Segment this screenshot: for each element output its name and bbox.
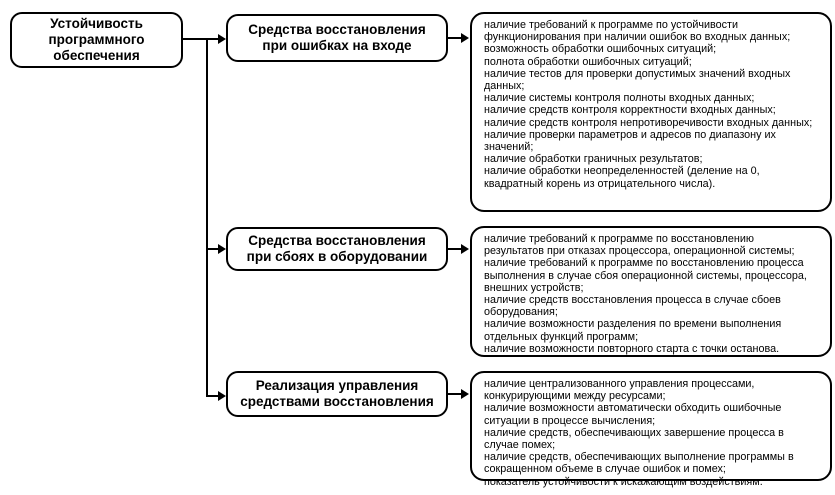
criteria-item: возможность обработки ошибочных ситуаций;	[484, 43, 717, 56]
arrowhead-detail-1-icon	[461, 33, 469, 43]
criteria-item: наличие проверки параметров и адресов по диапазону их значений;	[484, 128, 776, 154]
connector-detail-2	[447, 248, 462, 250]
criteria-item: наличие средств контроля корректности входных данных;	[484, 104, 776, 117]
criteria-item: наличие централизованного управления процессами, конкурирующими между ресурсами;	[484, 378, 755, 403]
criteria-item: наличие требований к программе по восстановлению результатов при отказах процессора, операционной системы;	[484, 233, 795, 258]
criteria-item: наличие средств, обеспечивающих завершение процесса в случае помех;	[484, 426, 784, 452]
criteria-item: показатель устойчивости к искажающим воздействиям.	[484, 475, 763, 488]
criteria-item: наличие возможности разделения по времени выполнения отдельных функций программ;	[484, 318, 782, 343]
criteria-item: наличие возможности повторного старта с точки останова.	[484, 342, 780, 355]
connector-root-out	[181, 38, 208, 40]
branch-node-recovery-management	[226, 371, 448, 417]
root-node-label: Устойчивость программного обеспечения	[48, 16, 145, 63]
arrowhead-branch-1-icon	[218, 34, 226, 44]
arrowhead-detail-2-icon	[461, 244, 469, 254]
arrowhead-branch-3-icon	[218, 391, 226, 401]
criteria-item: наличие обработки неопределенностей (деление на 0, квадратный корень из отрицательного числа).	[484, 165, 760, 190]
branch-node-input-errors	[226, 14, 448, 62]
criteria-item: наличие средств контроля непротиворечивости входных данных;	[484, 116, 813, 129]
criteria-item: наличие возможности автоматически обходить ошибочные ситуации в процессе вычисления;	[484, 402, 782, 427]
branch-node-label: Средства восстановления при ошибках на входе	[248, 22, 426, 53]
criteria-box-input-errors	[470, 12, 832, 212]
branch-node-label: Реализация управления средствами восстановления	[240, 378, 434, 409]
criteria-item: наличие средств, обеспечивающих выполнение программы в сокращенном объеме в случае ошибок и помех;	[484, 451, 794, 476]
criteria-item: полнота обработки ошибочных ситуаций;	[484, 55, 692, 68]
arrowhead-branch-2-icon	[218, 244, 226, 254]
criteria-item: наличие требований к программе по устойчивости функционирования при наличии ошибок во входных данных;	[484, 19, 791, 44]
criteria-box-hardware-failures	[470, 226, 832, 357]
criteria-item: наличие требований к программе по восстановлению процесса выполнения в случае сбоя операционной системы, процессора, внешних устройств;	[484, 257, 807, 294]
branch-node-hardware-failures	[226, 227, 448, 271]
connector-detail-1	[447, 37, 462, 39]
connector-trunk	[206, 38, 208, 397]
connector-detail-3	[447, 393, 462, 395]
root-node	[10, 12, 183, 68]
criteria-item: наличие системы контроля полноты входных данных;	[484, 92, 755, 105]
arrowhead-detail-3-icon	[461, 389, 469, 399]
criteria-item: наличие тестов для проверки допустимых значений входных данных;	[484, 67, 791, 93]
criteria-item: наличие средств восстановления процесса в случае сбоев оборудования;	[484, 294, 781, 319]
criteria-item: наличие обработки граничных результатов;	[484, 153, 703, 166]
criteria-box-recovery-management	[470, 371, 832, 488]
branch-node-label: Средства восстановления при сбоях в оборудовании	[246, 233, 428, 264]
